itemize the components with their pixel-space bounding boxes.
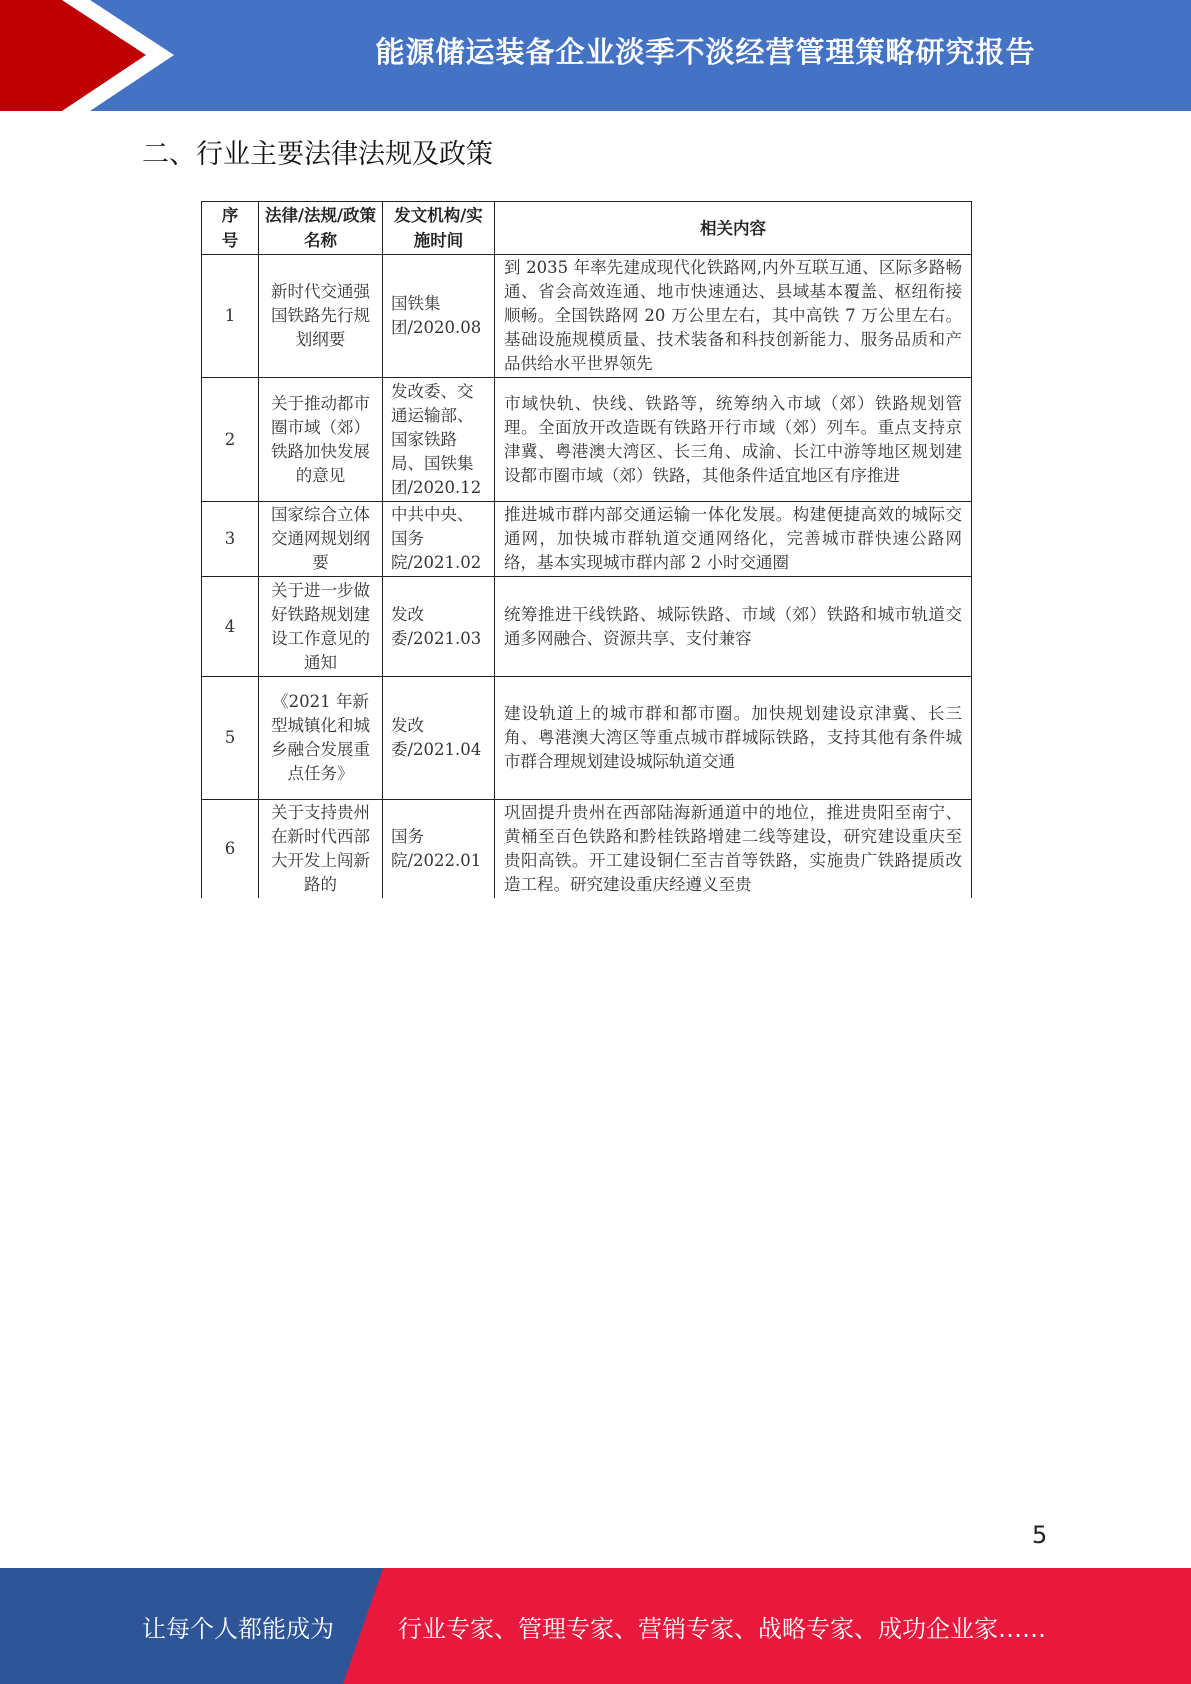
cell-name: 新时代交通强国铁路先行规划纲要 <box>259 255 383 378</box>
header-org: 发文机构/实施时间 <box>383 202 495 255</box>
cell-content <box>495 800 972 899</box>
cell-name: 《2021 年新型城镇化和城乡融合发展重点任务》 <box>259 677 383 800</box>
footer-band <box>0 1568 1191 1684</box>
cell-content: 市域快轨、快线、铁路等，统筹纳入市域（郊）铁路规划管理。全面放开改造既有铁路开行市域（郊）列车。重点支持京津冀、粤港澳大湾区、长三角、成渝、长江中游等地区规划建设都市圈市域（郊）铁路，其他条件适宜地区有序推进 <box>495 378 972 502</box>
cell-content: 建设轨道上的城市群和都市圈。加快规划建设京津冀、长三角、粤港澳大湾区等重点城市群城际铁路，支持其他有条件城市群合理规划建设城际轨道交通 <box>495 677 972 800</box>
table-row <box>202 255 972 378</box>
cell-no: 5 <box>202 677 259 800</box>
cell-content: 统筹推进干线铁路、城际铁路、市域（郊）铁路和城市轨道交通多网融合、资源共享、支付兼容 <box>495 577 972 677</box>
cell-content-text: 巩固提升贵州在西部陆海新通道中的地位，推进贵阳至南宁、黄桶至百色铁路和黔桂铁路增建二线等建设，研究建设重庆至贵阳高铁。开工建设铜仁至吉首等铁路，实施贵广铁路提质改造工程。研究建设重庆经遵义至贵 <box>504 803 962 894</box>
table-row <box>202 677 972 800</box>
cell-name: 国家综合立体交通网规划纲要 <box>259 502 383 577</box>
table-header-row <box>202 202 972 255</box>
table-row <box>202 378 972 502</box>
cell-content: 到 2035 年率先建成现代化铁路网,内外互联互通、区际多路畅通、省会高效连通、地市快速通达、县域基本覆盖、枢纽衔接顺畅。全国铁路网 20 万公里左右，其中高铁 7 万公里左右。基础设施规模质量、技术装备和科技创新能力、服务品质和产品供给水平世界领先 <box>495 255 972 378</box>
cell-org: 发改委/2021.04 <box>383 677 495 800</box>
page-number: 5 <box>1032 1521 1048 1549</box>
header-no: 序号 <box>202 202 259 255</box>
footer-slogan-left: 让每个人都能成为 <box>142 1614 334 1643</box>
report-title: 能源储运装备企业淡季不淡经营管理策略研究报告 <box>375 34 1036 69</box>
cell-no: 2 <box>202 378 259 502</box>
cell-org: 国务院/2022.01 <box>383 800 495 899</box>
cell-org: 发改委/2021.03 <box>383 577 495 677</box>
cell-name: 关于进一步做好铁路规划建设工作意见的通知 <box>259 577 383 677</box>
cell-no: 1 <box>202 255 259 378</box>
cell-content: 推进城市群内部交通运输一体化发展。构建便捷高效的城际交通网，加快城市群轨道交通网络化，完善城市群快速公路网络，基本实现城市群内部 2 小时交通圈 <box>495 502 972 577</box>
policy-table <box>201 201 972 898</box>
cell-no: 6 <box>202 800 259 899</box>
section-title: 二、行业主要法律法规及政策 <box>142 139 493 170</box>
cell-no: 4 <box>202 577 259 677</box>
cell-name-text: 关于支持贵州在新时代西部大开发上闯新路的 <box>271 803 370 894</box>
cell-org: 国铁集团/2020.08 <box>383 255 495 378</box>
cell-name: 关于推动都市圈市域（郊）铁路加快发展的意见 <box>259 378 383 502</box>
table-row <box>202 800 972 899</box>
cell-org: 发改委、交通运输部、国家铁路局、国铁集团/2020.12 <box>383 378 495 502</box>
table-row <box>202 577 972 677</box>
table-row <box>202 502 972 577</box>
header-name: 法律/法规/政策名称 <box>259 202 383 255</box>
cell-name <box>259 800 383 899</box>
header-content: 相关内容 <box>495 202 972 255</box>
cell-no: 3 <box>202 502 259 577</box>
header-band <box>0 0 1191 111</box>
footer-slogan-right: 行业专家、管理专家、营销专家、战略专家、成功企业家…… <box>398 1614 1046 1643</box>
cell-org: 中共中央、国务院/2021.02 <box>383 502 495 577</box>
